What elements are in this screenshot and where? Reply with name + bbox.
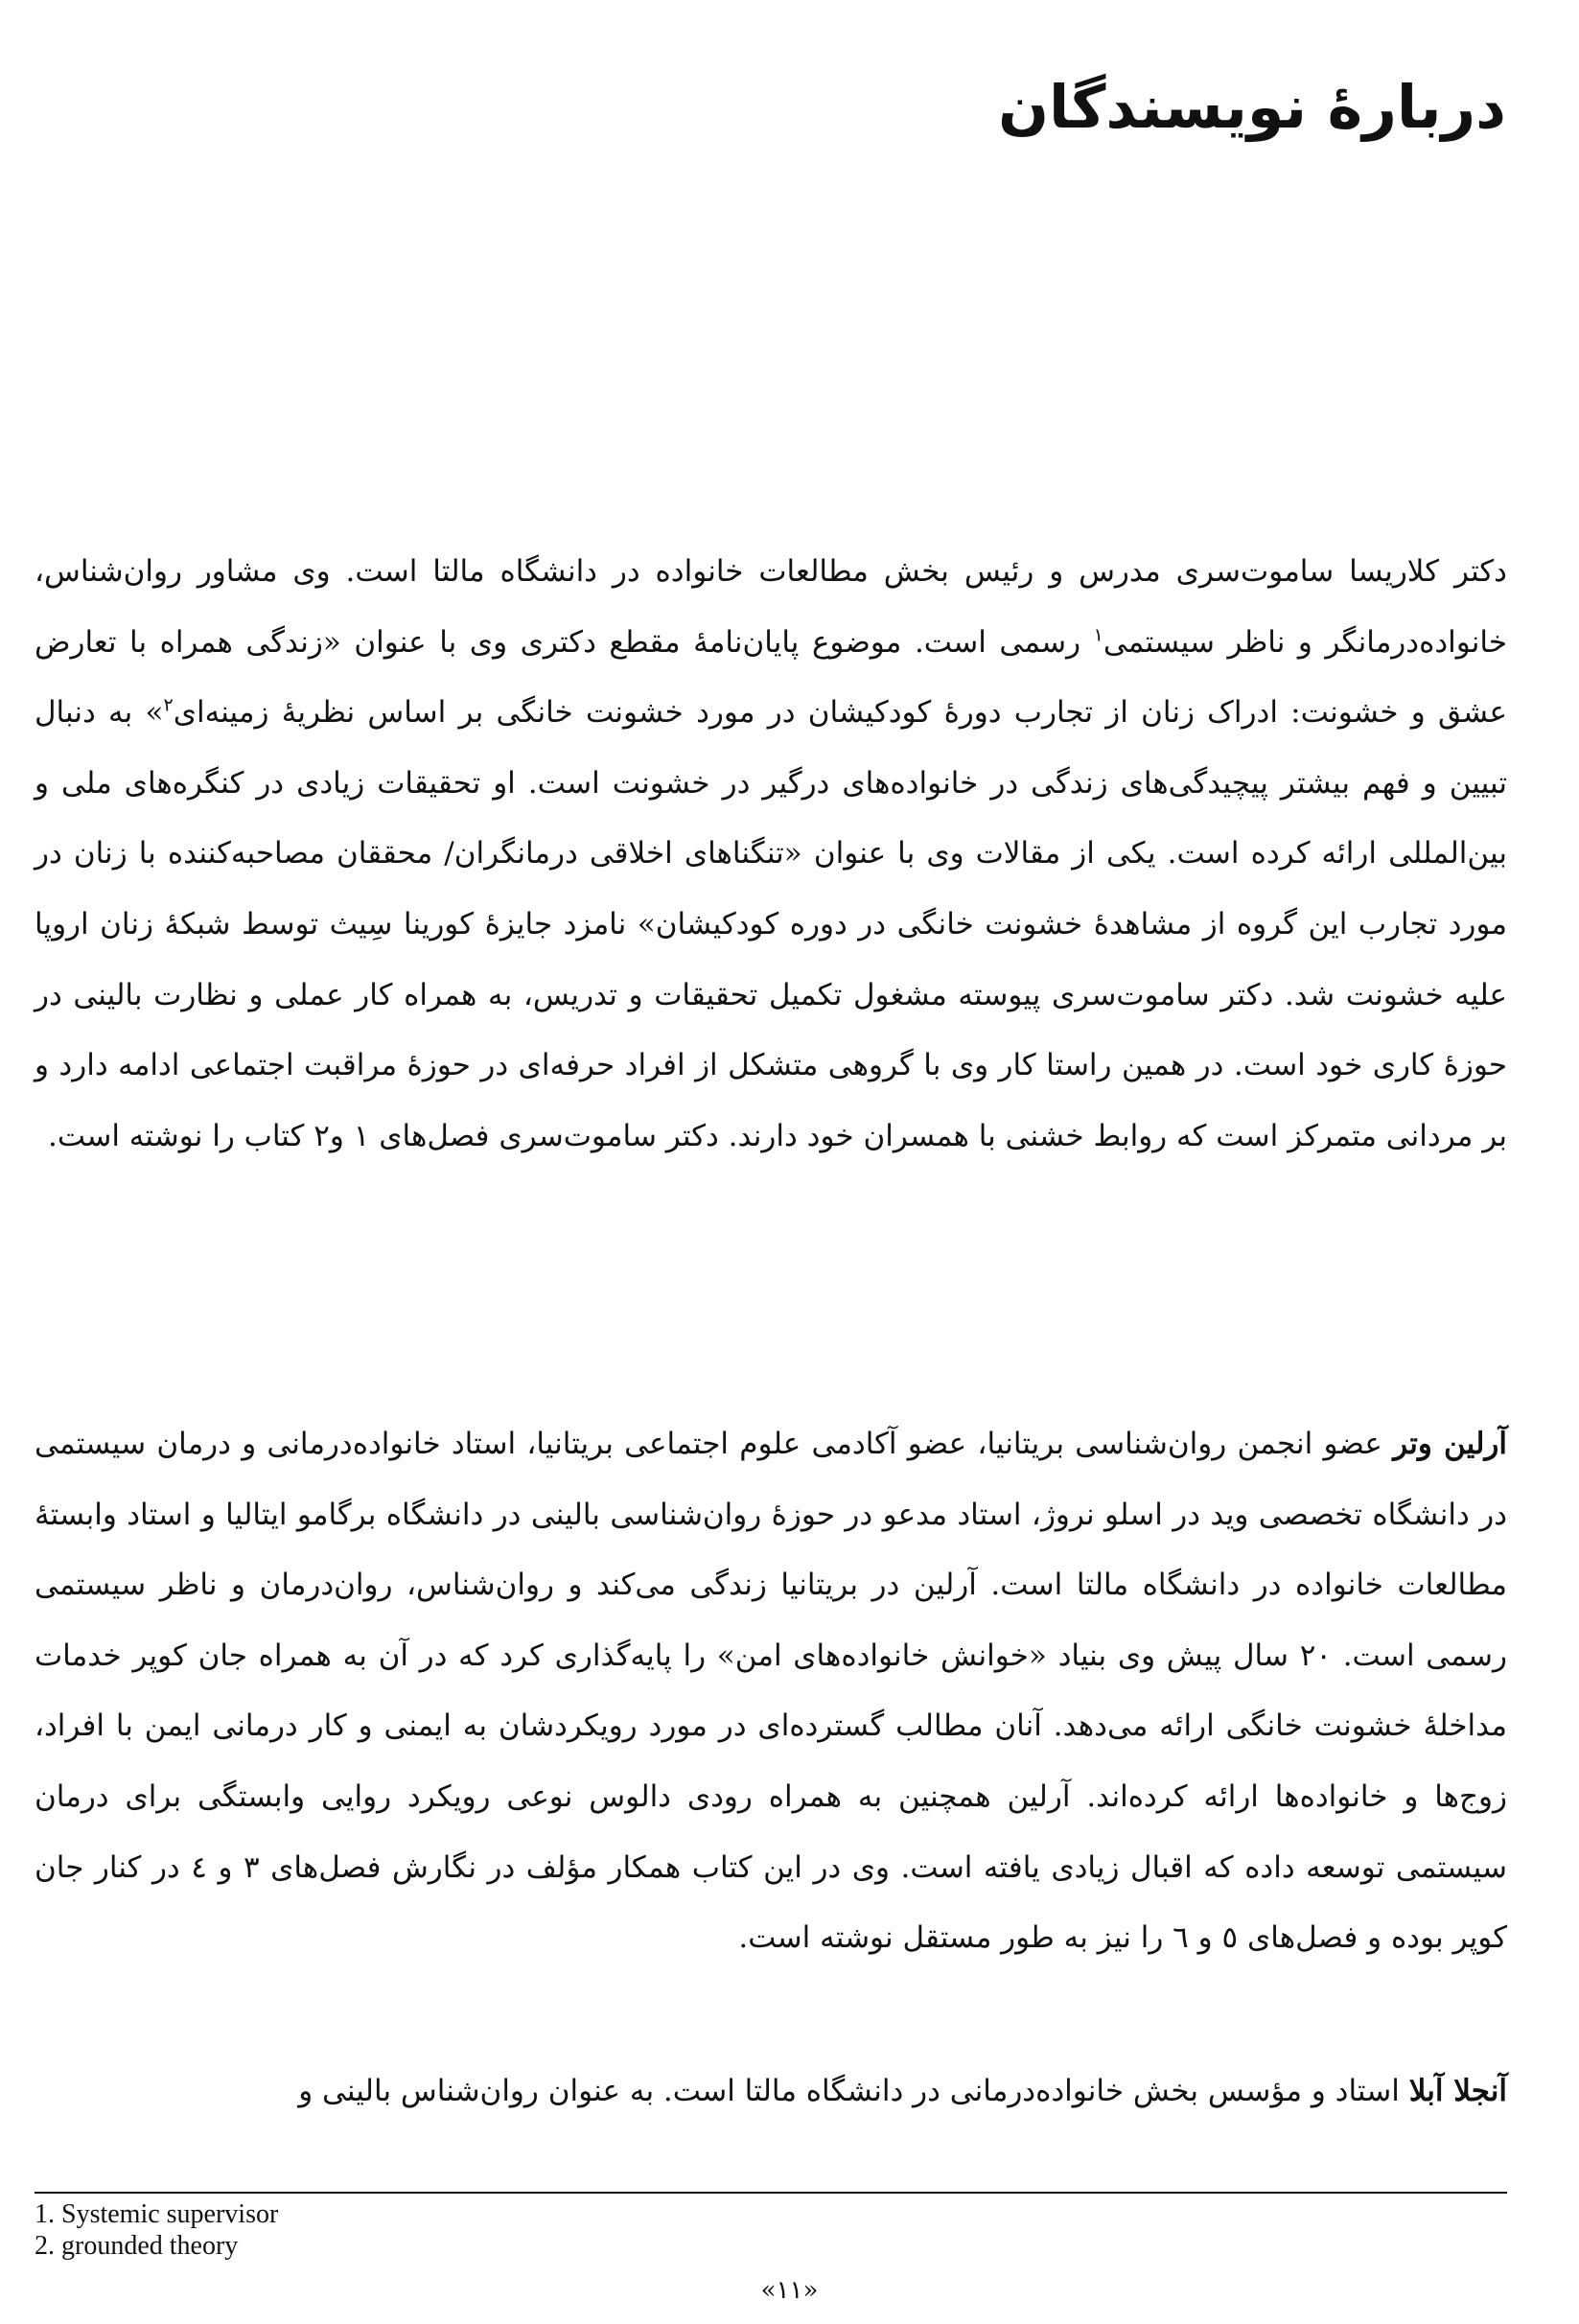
footnote-divider	[35, 2192, 1507, 2194]
author-name: آرلین وتر	[1393, 1427, 1508, 1461]
paragraph-text: استاد و مؤسس بخش خانواده‌درمانی در دانشگاه مالتا است. به عنوان روان‌شناس بالینی و	[298, 2074, 1409, 2108]
paragraph-text: » به دنبال تبیین و فهم بیشتر پیچیدگی‌های زندگی در خانواده‌های درگیر در خشونت است. او تحقیقات زیادی در کنگره‌های ملی و بین‌المللی ارائه کرده است. یکی از مقالات وی با عنوان «تنگناهای اخلاقی درمانگران/ محققان مصاحبه‌کننده با زنان در مورد تجارب این گروه از مشاهدهٔ خشونت خانگی در دوره کودکیشان» نامزد جایزهٔ کورینا سِیث توسط شبکهٔ زنان اروپا علیه خشونت شد. دکتر ساموت‌سری پیوسته مشغول تکمیل تحقیقات و تدریس، به همراه کار عملی و نظارت بالینی در حوزهٔ کاری خود است. در همین راستا کار وی با گروهی متشکل از افراد حرفه‌ای در حوزهٔ مراقبت اجتماعی ادامه دارد و بر مردانی متمرکز است که روابط خشنی با همسران خود دارند. دکتر ساموت‌سری فصل‌های ۱ و۲ کتاب را نوشته است.	[35, 695, 1507, 1153]
paragraph-text: عضو انجمن روان‌شناسی بریتانیا، عضو آکادمی علوم اجتماعی بریتانیا، استاد خانواده‌درمانی و درمان سیستمی در دانشگاه تخصصی وید در اسلو نروژ، استاد مدعو در حوزهٔ روان‌شناسی بالینی در دانشگاه برگامو ایتالیا و استاد وابستهٔ مطالعات خانواده در دانشگاه مالتا است. آرلین در بریتانیا زندگی می‌کند و روان‌شناس، روان‌درمان و ناظر سیستمی رسمی است. ۲۰ سال پیش وی بنیاد «خوانش خانواده‌های امن» را پایه‌گذاری کرد که در آن به همراه جان کوپر خدمات مداخلهٔ خشونت خانگی ارائه می‌دهد. آنان مطالب گسترده‌ای در مورد رویکردشان به ایمنی و کار درمانی ایمن با افراد، زوج‌ها و خانواده‌ها ارائه کرده‌اند. آرلین همچنین به همراه رودی دالوس نوعی رویکرد روایی وابستگی برای درمان سیستمی توسعه داده که اقبال زیادی یافته است. وی در این کتاب همکار مؤلف در نگارش فصل‌های ۳ و ٤ در کنار جان کوپر بوده و فصل‌های ٥ و ٦ را نیز به طور مستقل نوشته است.	[35, 1427, 1508, 1956]
page-number: «۱۱»	[760, 2276, 819, 2305]
paragraph-samut-sari	[35, 537, 1507, 1172]
author-name: آنجلا آبلا	[1408, 2074, 1507, 2108]
paragraph-abela	[35, 2057, 1507, 2127]
footnote-ref-1: ۱	[1093, 624, 1103, 646]
footnote-1: 1. Systemic supervisor	[35, 2199, 279, 2229]
footnote-ref-2: ۲	[163, 694, 174, 716]
footnotes	[35, 2198, 278, 2262]
paragraph-text: رسمی است. موضوع پایان‌نامهٔ مقطع دکتری وی با عنوان «زندگی همراه با تعارض عشق و خشونت: ادراک زنان از تجارب دورهٔ کودکیشان در مورد خشونت خانگی بر اساس نظریهٔ زمینه‌ای	[35, 624, 1508, 731]
paragraph-vetere	[35, 1409, 1507, 1974]
page-title: دربارهٔ نویسندگان	[998, 72, 1506, 142]
paragraph-text: دکتر کلاریسا ساموت‌سری مدرس و رئیس بخش مطالعات خانواده در دانشگاه مالتا است. وی مشاور روان‌شناس، خانواده‌درمانگر و ناظر سیستمی	[35, 554, 1507, 660]
footnote-2: 2. grounded theory	[35, 2231, 239, 2261]
